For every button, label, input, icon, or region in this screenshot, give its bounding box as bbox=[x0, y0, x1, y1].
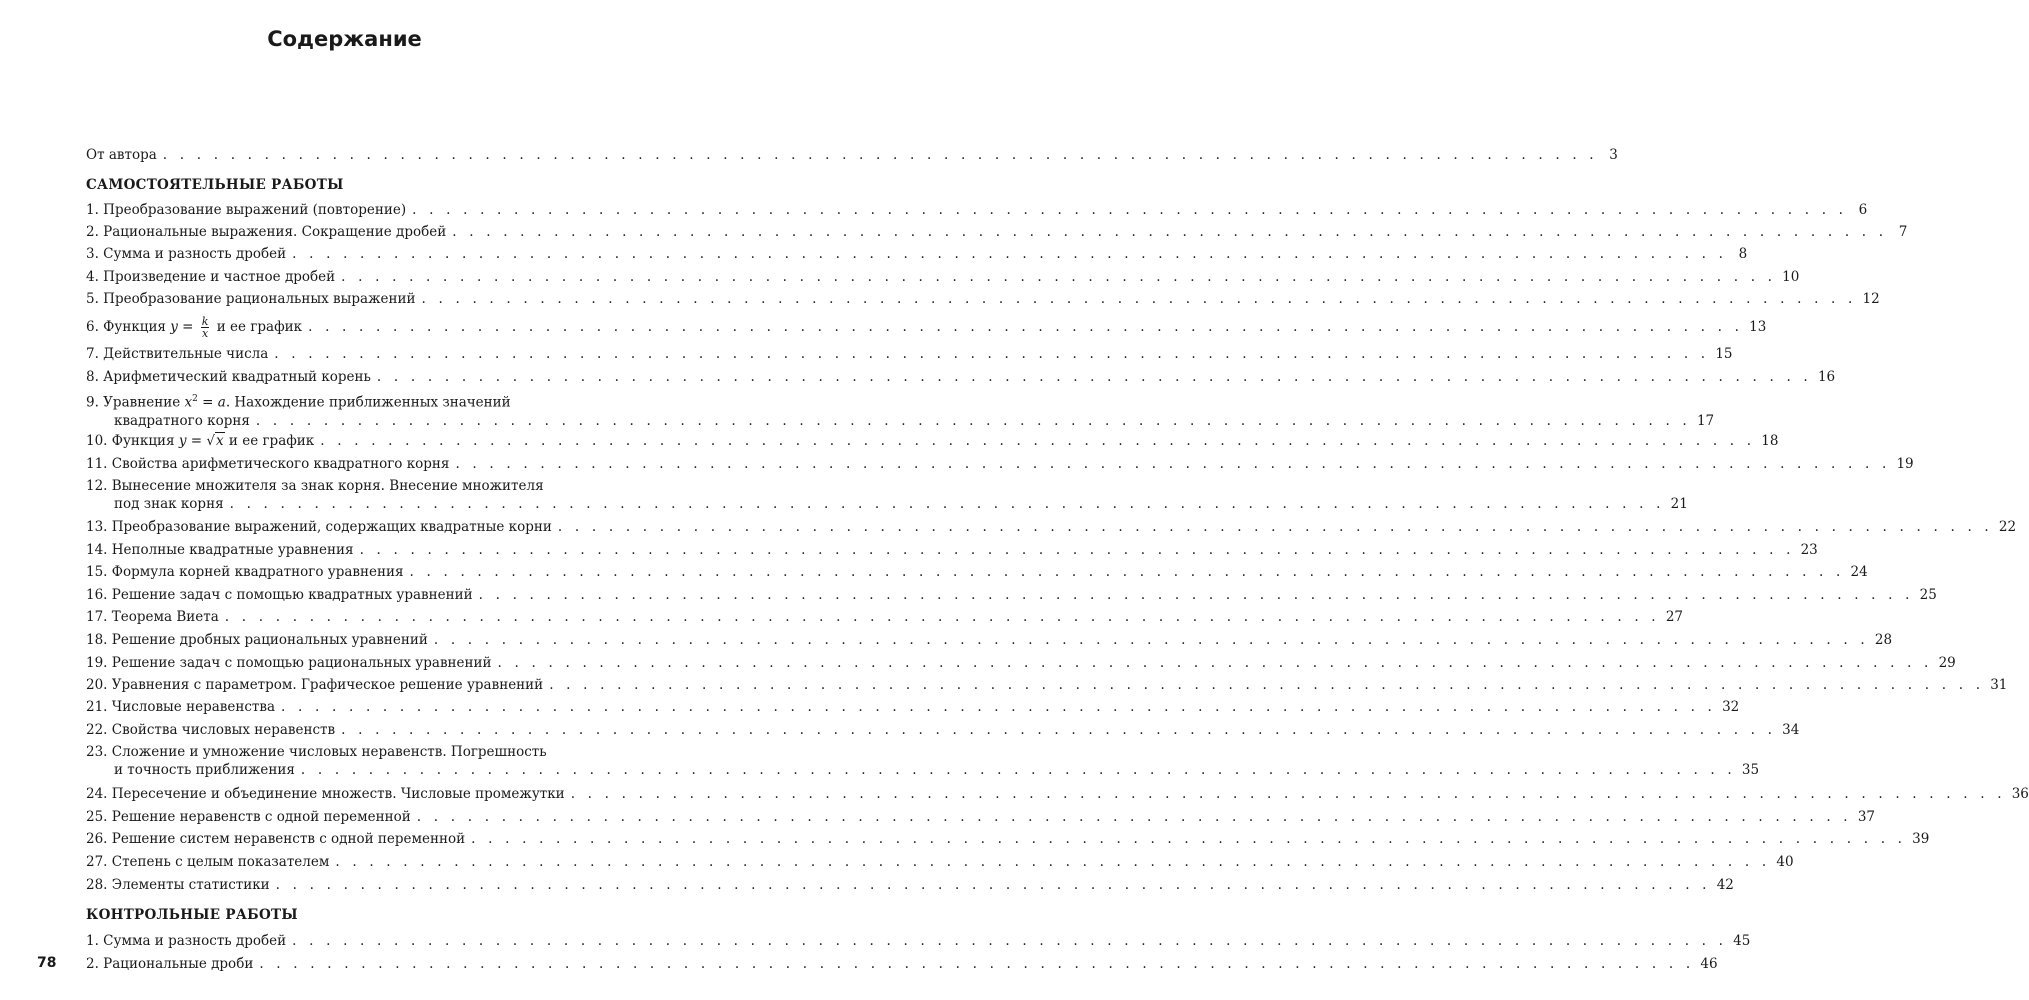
toc-entry-text: 18. Решение дробных рациональных уравнений bbox=[86, 632, 428, 648]
formula-exponent: 2 bbox=[192, 394, 198, 404]
toc-entry-continuation bbox=[86, 495, 1688, 513]
dot-leader: . . . . . . . . . . . . . . . . . . . . . . . . . . . . . . . . . . . . . . . . . . . . . . . . . . . . . . . . . . . . . . . . . . . . . . . . . . . . . . . . . . . . . bbox=[229, 496, 1665, 512]
toc-entry-text: 15. Формула корней квадратного уравнения bbox=[86, 564, 404, 580]
toc-entry-text bbox=[86, 316, 302, 339]
dot-leader: . . . . . . . . . . . . . . . . . . . . . . . . . . . . . . . . . . . . . . . . . . . . . . . . . . . . . . . . . . . . . . . . . . . . . . . . . . . . . . . . . . . . . bbox=[549, 677, 1985, 693]
square-root bbox=[206, 432, 224, 450]
toc-entry-continuation bbox=[86, 412, 1715, 430]
dot-leader: . . . . . . . . . . . . . . . . . . . . . . . . . . . . . . . . . . . . . . . . . . . . . . . . . . . . . . . . . . . . . . . . . . . . . . . . . . . . . . . . . . . . . bbox=[162, 147, 1598, 163]
dot-leader: . . . . . . . . . . . . . . . . . . . . . . . . . . . . . . . . . . . . . . . . . . . . . . . . . . . . . . . . . . . . . . . . . . . . . . . . . . . . . . . . . . . . . bbox=[341, 722, 1777, 738]
dot-leader: . . . . . . . . . . . . . . . . . . . . . . . . . . . . . . . . . . . . . . . . . . . . . . . . . . . . . . . . . . . . . . . . . . . . . . . . . . . . . . . . . . . . . bbox=[497, 655, 1933, 671]
page-title: Содержание bbox=[267, 27, 422, 51]
toc-entry[interactable] bbox=[86, 245, 1748, 263]
toc-entry[interactable] bbox=[86, 654, 1956, 672]
toc-page-number: 34 bbox=[1782, 722, 1800, 738]
toc-page-number: 15 bbox=[1715, 346, 1733, 362]
toc-entry[interactable] bbox=[86, 721, 1800, 739]
toc-entry-intro[interactable] bbox=[86, 146, 1618, 164]
toc-page-number: 27 bbox=[1665, 609, 1683, 625]
dot-leader: . . . . . . . . . . . . . . . . . . . . . . . . . . . . . . . . . . . . . . . . . . . . . . . . . . . . . . . . . . . . . . . . . . . . . . . . . . . . . . . . . . . . . bbox=[433, 632, 1869, 648]
toc-page-number: 37 bbox=[1857, 809, 1875, 825]
toc-page-number: 19 bbox=[1896, 456, 1914, 472]
formula-suffix: и ее график bbox=[224, 433, 315, 449]
toc-page-number: 16 bbox=[1817, 369, 1836, 385]
toc-page-number: 23 bbox=[1800, 542, 1818, 558]
toc-entry-text: 25. Решение неравенств с одной переменной bbox=[86, 809, 411, 825]
toc-entry-text-line2: и точность приближения bbox=[114, 762, 295, 778]
toc-page-number: 6 bbox=[1858, 202, 1868, 218]
toc-entry[interactable] bbox=[86, 830, 1930, 848]
toc-page-number: 8 bbox=[1738, 246, 1748, 262]
toc-page-number: 22 bbox=[1998, 519, 2017, 535]
fraction-denominator: x bbox=[202, 327, 209, 340]
dot-leader: . . . . . . . . . . . . . . . . . . . . . . . . . . . . . . . . . . . . . . . . . . . . . . . . . . . . . . . . . . . . . . . . . . . . . . . . . . . . . . . . . . . . . bbox=[416, 809, 1852, 825]
toc-page-number: 28 bbox=[1874, 632, 1893, 648]
toc-entry-text: 19. Решение задач с помощью рациональных уравнений bbox=[86, 655, 492, 671]
dot-leader: . . . . . . . . . . . . . . . . . . . . . . . . . . . . . . . . . . . . . . . . . . . . . . . . . . . . . . . . . . . . . . . . . . . . . . . . . . . . . . . . . . . . . bbox=[478, 587, 1914, 603]
toc-page-number: 21 bbox=[1670, 496, 1688, 512]
toc-page-number: 29 bbox=[1938, 655, 1956, 671]
toc-entry[interactable] bbox=[86, 432, 1779, 450]
toc-entry-text: 11. Свойства арифметического квадратного корня bbox=[86, 456, 450, 472]
toc-entry[interactable] bbox=[86, 853, 1794, 871]
dot-leader: . . . . . . . . . . . . . . . . . . . . . . . . . . . . . . . . . . . . . . . . . . . . . . . . . . . . . . . . . . . . . . . . . . . . . . . . . . . . . . . . . . . . . bbox=[308, 319, 1744, 335]
toc-entry[interactable] bbox=[86, 390, 1715, 430]
dot-leader: . . . . . . . . . . . . . . . . . . . . . . . . . . . . . . . . . . . . . . . . . . . . . . . . . . . . . . . . . . . . . . . . . . . . . . . . . . . . . . . . . . . . . bbox=[335, 854, 1771, 870]
toc-page-number: 7 bbox=[1898, 224, 1908, 240]
dot-leader: . . . . . . . . . . . . . . . . . . . . . . . . . . . . . . . . . . . . . . . . . . . . . . . . . . . . . . . . . . . . . . . . . . . . . . . . . . . . . . . . . . . . . bbox=[292, 246, 1728, 262]
toc-page-number: 46 bbox=[1700, 956, 1718, 972]
toc-entry-text: 1. Сумма и разность дробей bbox=[86, 933, 287, 949]
toc-entry[interactable] bbox=[86, 345, 1733, 363]
formula-equals: = bbox=[186, 433, 207, 449]
toc-entry[interactable] bbox=[86, 315, 1767, 340]
dot-leader: . . . . . . . . . . . . . . . . . . . . . . . . . . . . . . . . . . . . . . . . . . . . . . . . . . . . . . . . . . . . . . . . . . . . . . . . . . . . . . . . . . . . . bbox=[471, 831, 1907, 847]
toc-page-number: 17 bbox=[1696, 412, 1715, 429]
toc-page-number: 35 bbox=[1741, 762, 1760, 778]
toc-entry[interactable] bbox=[86, 676, 2008, 694]
toc-entry[interactable] bbox=[86, 368, 1836, 386]
dot-leader: . . . . . . . . . . . . . . . . . . . . . . . . . . . . . . . . . . . . . . . . . . . . . . . . . . . . . . . . . . . . . . . . . . . . . . . . . . . . . . . . . . . . . bbox=[255, 412, 1691, 429]
dot-leader: . . . . . . . . . . . . . . . . . . . . . . . . . . . . . . . . . . . . . . . . . . . . . . . . . . . . . . . . . . . . . . . . . . . . . . . . . . . . . . . . . . . . . bbox=[292, 933, 1728, 949]
dot-leader: . . . . . . . . . . . . . . . . . . . . . . . . . . . . . . . . . . . . . . . . . . . . . . . . . . . . . . . . . . . . . . . . . . . . . . . . . . . . . . . . . . . . . bbox=[300, 762, 1736, 778]
formula-equals: = bbox=[197, 394, 218, 411]
toc-entry-text: 13. Преобразование выражений, содержащих квадратные корни bbox=[86, 519, 552, 535]
toc-page-number: 24 bbox=[1850, 564, 1868, 580]
toc-entry-text: 14. Неполные квадратные уравнения bbox=[86, 542, 354, 558]
formula-prefix: 9. Уравнение bbox=[86, 394, 185, 411]
toc-entry[interactable] bbox=[86, 631, 1893, 649]
toc-entry-text bbox=[86, 390, 511, 412]
dot-leader: . . . . . . . . . . . . . . . . . . . . . . . . . . . . . . . . . . . . . . . . . . . . . . . . . . . . . . . . . . . . . . . . . . . . . . . . . . . . . . . . . . . . . bbox=[452, 224, 1888, 240]
formula-prefix: 10. Функция bbox=[86, 433, 179, 449]
toc-entry-text: 23. Сложение и умножение числовых неравенств. Погрешность bbox=[86, 744, 547, 760]
toc-entry-text: 2. Рациональные дроби bbox=[86, 956, 254, 972]
toc-entry[interactable] bbox=[86, 586, 1937, 604]
formula-suffix: и ее график bbox=[212, 319, 303, 335]
toc-entry-text-line2: под знак корня bbox=[114, 496, 224, 512]
dot-leader: . . . . . . . . . . . . . . . . . . . . . . . . . . . . . . . . . . . . . . . . . . . . . . . . . . . . . . . . . . . . . . . . . . . . . . . . . . . . . . . . . . . . . bbox=[224, 609, 1660, 625]
dot-leader: . . . . . . . . . . . . . . . . . . . . . . . . . . . . . . . . . . . . . . . . . . . . . . . . . . . . . . . . . . . . . . . . . . . . . . . . . . . . . . . . . . . . . bbox=[281, 699, 1717, 715]
toc-page-number: 42 bbox=[1716, 877, 1734, 893]
toc-entry[interactable] bbox=[86, 268, 1800, 286]
toc-entry-text: 21. Числовые неравенства bbox=[86, 699, 276, 715]
toc-entry-text: 4. Произведение и частное дробей bbox=[86, 269, 336, 285]
toc-entry[interactable] bbox=[86, 608, 1683, 626]
toc-entry[interactable] bbox=[86, 477, 1688, 513]
toc-entry[interactable] bbox=[86, 223, 1908, 241]
section-heading-independent-work: САМОСТОЯТЕЛЬНЫЕ РАБОТЫ bbox=[86, 177, 344, 193]
toc-entry-text: 16. Решение задач с помощью квадратных уравнений bbox=[86, 587, 473, 603]
dot-leader: . . . . . . . . . . . . . . . . . . . . . . . . . . . . . . . . . . . . . . . . . . . . . . . . . . . . . . . . . . . . . . . . . . . . . . . . . . . . . . . . . . . . . bbox=[409, 564, 1845, 580]
toc-entry-text: 5. Преобразование рациональных выражений bbox=[86, 291, 416, 307]
toc-entry-text: 22. Свойства числовых неравенств bbox=[86, 722, 336, 738]
toc-entry-continuation bbox=[86, 761, 1760, 779]
section-heading-tests: КОНТРОЛЬНЫЕ РАБОТЫ bbox=[86, 907, 298, 923]
toc-entry-text: 28. Элементы статистики bbox=[86, 877, 270, 893]
toc-entry-text: 26. Решение систем неравенств с одной переменной bbox=[86, 831, 466, 847]
toc-entry-text: От автора bbox=[86, 147, 157, 163]
toc-entry[interactable] bbox=[86, 201, 1868, 219]
formula-variable: y bbox=[178, 433, 187, 449]
radical-sign: √ bbox=[206, 433, 215, 449]
toc-entry-text: 1. Преобразование выражений (повторение) bbox=[86, 202, 407, 218]
toc-entry[interactable] bbox=[86, 541, 1818, 559]
toc-entry-text: 20. Уравнения с параметром. Графическое решение уравнений bbox=[86, 677, 544, 693]
formula-equals: = bbox=[177, 319, 198, 335]
formula-rhs: a bbox=[217, 394, 226, 411]
toc-page-number: 45 bbox=[1733, 933, 1751, 949]
fraction bbox=[201, 316, 210, 339]
dot-leader: . . . . . . . . . . . . . . . . . . . . . . . . . . . . . . . . . . . . . . . . . . . . . . . . . . . . . . . . . . . . . . . . . . . . . . . . . . . . . . . . . . . . . bbox=[557, 519, 1993, 535]
toc-page-number: 12 bbox=[1862, 291, 1880, 307]
toc-entry[interactable] bbox=[86, 698, 1740, 716]
dot-leader: . . . . . . . . . . . . . . . . . . . . . . . . . . . . . . . . . . . . . . . . . . . . . . . . . . . . . . . . . . . . . . . . . . . . . . . . . . . . . . . . . . . . . bbox=[320, 433, 1756, 449]
toc-page-number: 25 bbox=[1919, 587, 1937, 603]
toc-entry-text: 2. Рациональные выражения. Сокращение дробей bbox=[86, 224, 447, 240]
toc-entry[interactable] bbox=[86, 876, 1734, 894]
toc-page-number: 10 bbox=[1782, 269, 1800, 285]
toc-page-number: 32 bbox=[1722, 699, 1740, 715]
page-number: 78 bbox=[37, 955, 57, 971]
fraction-numerator: k bbox=[201, 315, 209, 328]
toc-entry[interactable] bbox=[86, 955, 1718, 973]
toc-entry-text: 7. Действительные числа bbox=[86, 346, 269, 362]
formula-suffix: . Нахождение приближенных значений bbox=[225, 394, 511, 411]
toc-entry[interactable] bbox=[86, 290, 1880, 308]
toc-page-number: 3 bbox=[1609, 147, 1618, 163]
dot-leader: . . . . . . . . . . . . . . . . . . . . . . . . . . . . . . . . . . . . . . . . . . . . . . . . . . . . . . . . . . . . . . . . . . . . . . . . . . . . . . . . . . . . . bbox=[341, 269, 1777, 285]
dot-leader: . . . . . . . . . . . . . . . . . . . . . . . . . . . . . . . . . . . . . . . . . . . . . . . . . . . . . . . . . . . . . . . . . . . . . . . . . . . . . . . . . . . . . bbox=[376, 369, 1812, 385]
dot-leader: . . . . . . . . . . . . . . . . . . . . . . . . . . . . . . . . . . . . . . . . . . . . . . . . . . . . . . . . . . . . . . . . . . . . . . . . . . . . . . . . . . . . . bbox=[412, 202, 1848, 218]
dot-leader: . . . . . . . . . . . . . . . . . . . . . . . . . . . . . . . . . . . . . . . . . . . . . . . . . . . . . . . . . . . . . . . . . . . . . . . . . . . . . . . . . . . . . bbox=[274, 346, 1710, 362]
dot-leader: . . . . . . . . . . . . . . . . . . . . . . . . . . . . . . . . . . . . . . . . . . . . . . . . . . . . . . . . . . . . . . . . . . . . . . . . . . . . . . . . . . . . . bbox=[359, 542, 1795, 558]
toc-page-number: 39 bbox=[1912, 831, 1930, 847]
toc-entry[interactable] bbox=[86, 563, 1868, 581]
toc-entry-text: 27. Степень с целым показателем bbox=[86, 854, 330, 870]
formula-prefix: 6. Функция bbox=[86, 319, 171, 335]
dot-leader: . . . . . . . . . . . . . . . . . . . . . . . . . . . . . . . . . . . . . . . . . . . . . . . . . . . . . . . . . . . . . . . . . . . . . . . . . . . . . . . . . . . . . bbox=[259, 956, 1695, 972]
toc-entry[interactable] bbox=[86, 808, 1875, 826]
toc-entry-text: 17. Теорема Виета bbox=[86, 609, 219, 625]
toc-entry[interactable] bbox=[86, 518, 2017, 536]
toc-entry-text: 8. Арифметический квадратный корень bbox=[86, 369, 371, 385]
radicand: x bbox=[216, 433, 224, 449]
toc-entry[interactable] bbox=[86, 932, 1751, 950]
toc-page-number: 31 bbox=[1990, 677, 2008, 693]
toc-entry-text bbox=[86, 432, 314, 450]
toc-page-number: 36 bbox=[2011, 786, 2029, 802]
dot-leader: . . . . . . . . . . . . . . . . . . . . . . . . . . . . . . . . . . . . . . . . . . . . . . . . . . . . . . . . . . . . . . . . . . . . . . . . . . . . . . . . . . . . . bbox=[421, 291, 1857, 307]
dot-leader: . . . . . . . . . . . . . . . . . . . . . . . . . . . . . . . . . . . . . . . . . . . . . . . . . . . . . . . . . . . . . . . . . . . . . . . . . . . . . . . . . . . . . bbox=[570, 786, 2006, 802]
toc-page-number: 13 bbox=[1749, 319, 1767, 335]
formula-variable: x bbox=[184, 394, 193, 411]
toc-entry[interactable] bbox=[86, 743, 1760, 779]
toc-entry[interactable] bbox=[86, 785, 2029, 803]
toc-page-number: 18 bbox=[1761, 433, 1779, 449]
toc-entry-text: 24. Пересечение и объединение множеств. Числовые промежутки bbox=[86, 786, 565, 802]
toc-entry-text: 3. Сумма и разность дробей bbox=[86, 246, 287, 262]
toc-page-number: 40 bbox=[1776, 854, 1794, 870]
formula-variable: y bbox=[170, 319, 178, 335]
dot-leader: . . . . . . . . . . . . . . . . . . . . . . . . . . . . . . . . . . . . . . . . . . . . . . . . . . . . . . . . . . . . . . . . . . . . . . . . . . . . . . . . . . . . . bbox=[455, 456, 1891, 472]
dot-leader: . . . . . . . . . . . . . . . . . . . . . . . . . . . . . . . . . . . . . . . . . . . . . . . . . . . . . . . . . . . . . . . . . . . . . . . . . . . . . . . . . . . . . bbox=[275, 877, 1711, 893]
toc-entry[interactable] bbox=[86, 455, 1914, 473]
toc-entry-text-line2: квадратного корня bbox=[114, 412, 250, 429]
toc-entry-text: 12. Вынесение множителя за знак корня. Внесение множителя bbox=[86, 478, 544, 494]
